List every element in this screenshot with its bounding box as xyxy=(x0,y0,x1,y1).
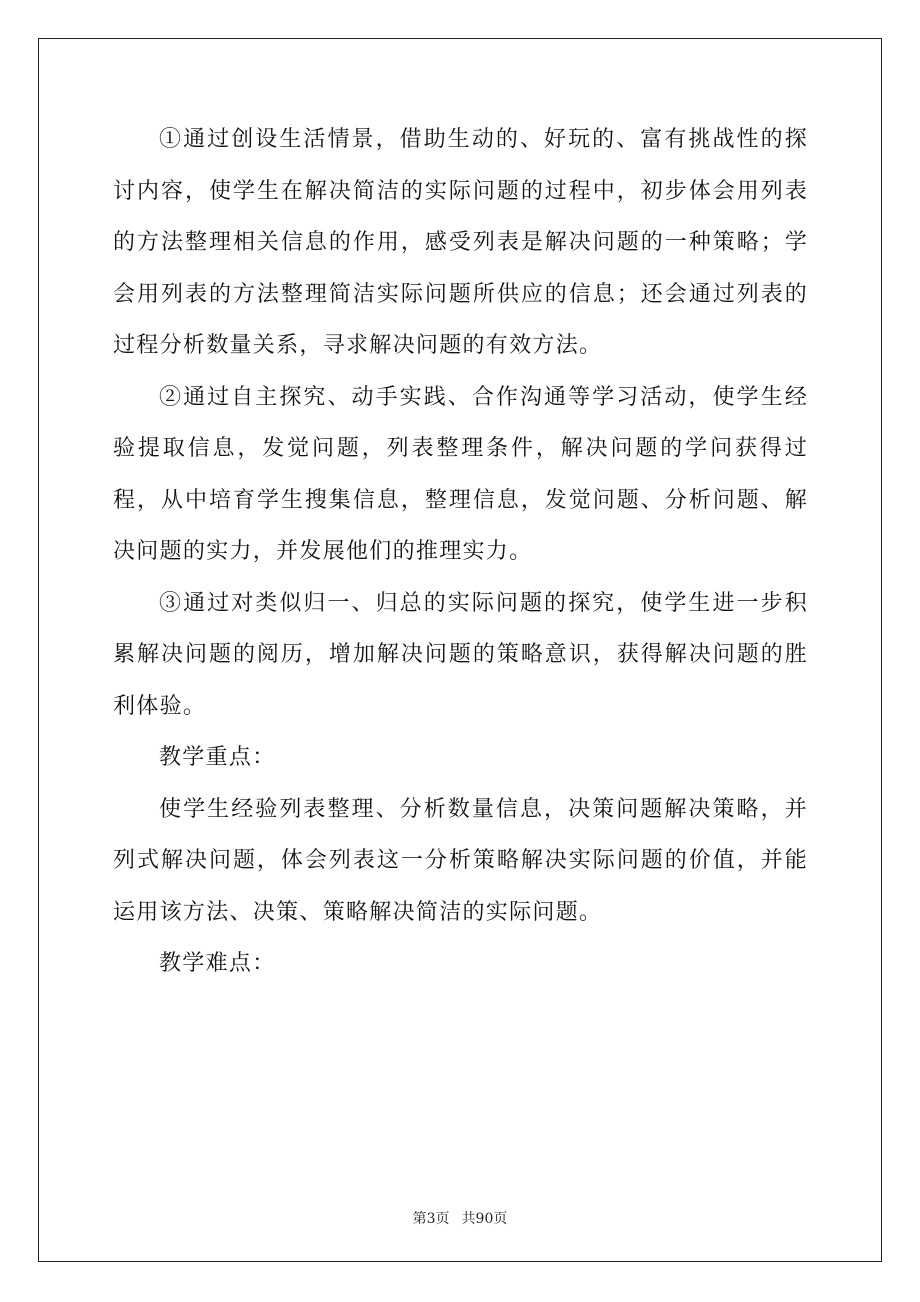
document-body xyxy=(113,114,808,990)
objective-paragraph-1: ①通过创设生活情景，借助生动的、好玩的、富有挑战性的探讨内容，使学生在解决简洁的实际问题的过程中，初步体会用列表的方法整理相关信息的作用，感受列表是解决问题的一种策略；学会用列表的方法整理简洁实际问题所供应的信息；还会通过列表的过程分析数量关系，寻求解决问题的有效方法。 xyxy=(113,127,808,358)
difficulties-heading: 教学难点： xyxy=(159,951,276,976)
objective-paragraph-3: ③通过对类似归一、归总的实际问题的探究，使学生进一步积累解决问题的阅历，增加解决问题的策略意识，获得解决问题的胜利体验。 xyxy=(113,590,808,719)
objective-paragraph-2: ②通过自主探究、动手实践、合作沟通等学习活动，使学生经验提取信息，发觉问题，列表整理条件，解决问题的学问获得过程，从中培育学生搜集信息，整理信息，发觉问题、分析问题、解决问题的实力，并发展他们的推理实力。 xyxy=(113,384,808,564)
page-number: 第3页 xyxy=(412,1211,450,1227)
page-total: 共90页 xyxy=(461,1211,508,1227)
key-points-paragraph: 使学生经验列表整理、分析数量信息，决策问题解决策略，并列式解决问题，体会列表这一分析策略解决实际问题的价值，并能运用该方法、决策、策略解决简洁的实际问题。 xyxy=(113,796,808,925)
key-points-heading: 教学重点： xyxy=(159,745,276,770)
page-footer xyxy=(0,1208,920,1228)
